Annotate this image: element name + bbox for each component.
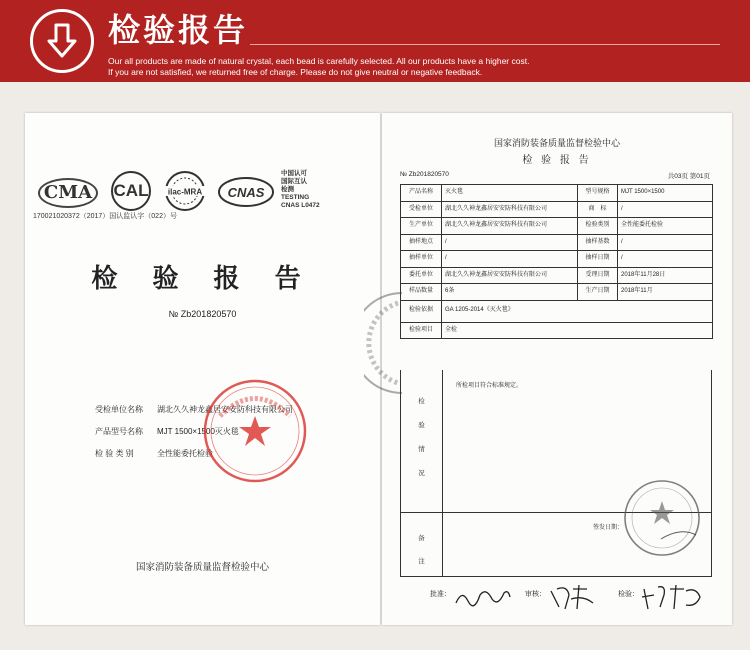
inspection-seal-icon: [621, 477, 703, 559]
approver-signature-icon: [452, 581, 514, 613]
review-label: 审核：: [525, 591, 546, 598]
registration-number: 170021020372（2017）国认监认字（022）号: [33, 213, 177, 220]
conclusion-text: 所检项目符合标准规定。: [456, 383, 523, 389]
signature-row: [400, 581, 712, 617]
partial-seal-icon: [364, 288, 404, 398]
page-count: 共03页 第01页: [667, 173, 710, 180]
banner-subtitle-line1: Our all products are made of natural crystal, each bead is carefully selected. All our products have a higher cost.: [108, 56, 530, 66]
cover-field-label: 受检单位名称: [95, 404, 143, 414]
table-row: 生产单位 湖北久久神龙鑫居安安防科技有限公司 检验类别 全性能委托检验: [401, 218, 713, 235]
conclusion-box: 检 验 情 况 所检项目符合标准规定。 签发日期： 备 注: [400, 370, 712, 577]
report-organization: 国家消防装备质量监督检验中心: [493, 138, 620, 148]
cover-field-value: 全性能委托检验: [157, 448, 213, 458]
table-row: 检验依据 GA 1205-2014《灭火毯》: [401, 300, 713, 322]
approve-label: 批准：: [430, 591, 451, 598]
banner-divider: [250, 44, 720, 45]
inspector-signature-icon: [640, 581, 706, 613]
down-arrow-icon: [30, 9, 94, 73]
cover-organization: 国家消防装备质量监督检验中心: [135, 562, 269, 573]
report-number: № Zb201820570: [400, 171, 449, 178]
table-row: 抽样单位 / 抽样日期 /: [401, 251, 713, 268]
table-row: 样品数量 6条 生产日期 2018年11月: [401, 284, 713, 301]
report-cover-page: [25, 113, 380, 625]
svg-text:ilac-MRA: ilac-MRA: [167, 187, 203, 197]
table-row: 产品名称 灭火毯 型号规格 MJT 1500×1500: [401, 185, 713, 202]
cal-logo: CAL: [111, 171, 151, 211]
report-info-table: [400, 184, 713, 339]
table-row: 受检单位 湖北久久神龙鑫居安安防科技有限公司 商 标 /: [401, 201, 713, 218]
banner-title: 检验报告: [108, 11, 249, 49]
inspect-label: 检验：: [618, 591, 639, 598]
report-detail-page: [382, 113, 732, 625]
reviewer-signature-icon: [547, 581, 599, 613]
report-title: 检 验 报 告: [522, 155, 592, 166]
cover-field-value: MJT 1500×1500灭火毯: [157, 426, 239, 436]
cover-report-number: № Zb201820570: [168, 309, 237, 319]
svg-text:CNAS: CNAS: [227, 185, 265, 200]
cover-field-label: 产品型号名称: [95, 426, 143, 436]
table-row: 抽样地点 / 抽样基数 /: [401, 234, 713, 251]
cover-field-label: 检 验 类 别: [95, 448, 134, 458]
table-row: 检验项目 全检: [401, 322, 713, 339]
header-banner: [0, 0, 750, 82]
cma-logo: CMA: [38, 178, 98, 208]
accreditation-text: 中国认可 国际互认 检测 TESTING CNAS L0472: [281, 170, 320, 209]
official-seal-icon: [200, 376, 310, 486]
issue-date-label: 签发日期：: [593, 525, 624, 531]
banner-subtitle-line2: If you are not satisfied, we returned free of charge. Please do not give neutral or negative feedback.: [108, 67, 483, 77]
cover-field-value: 湖北久久神龙鑫居安安防科技有限公司: [157, 404, 293, 414]
ilac-mra-logo: [161, 170, 209, 212]
table-row: 委托单位 湖北久久神龙鑫居安安防科技有限公司 受理日期 2018年11月28日: [401, 267, 713, 284]
cnas-logo: [217, 176, 275, 208]
cover-title: 检 验 报 告: [91, 264, 314, 294]
